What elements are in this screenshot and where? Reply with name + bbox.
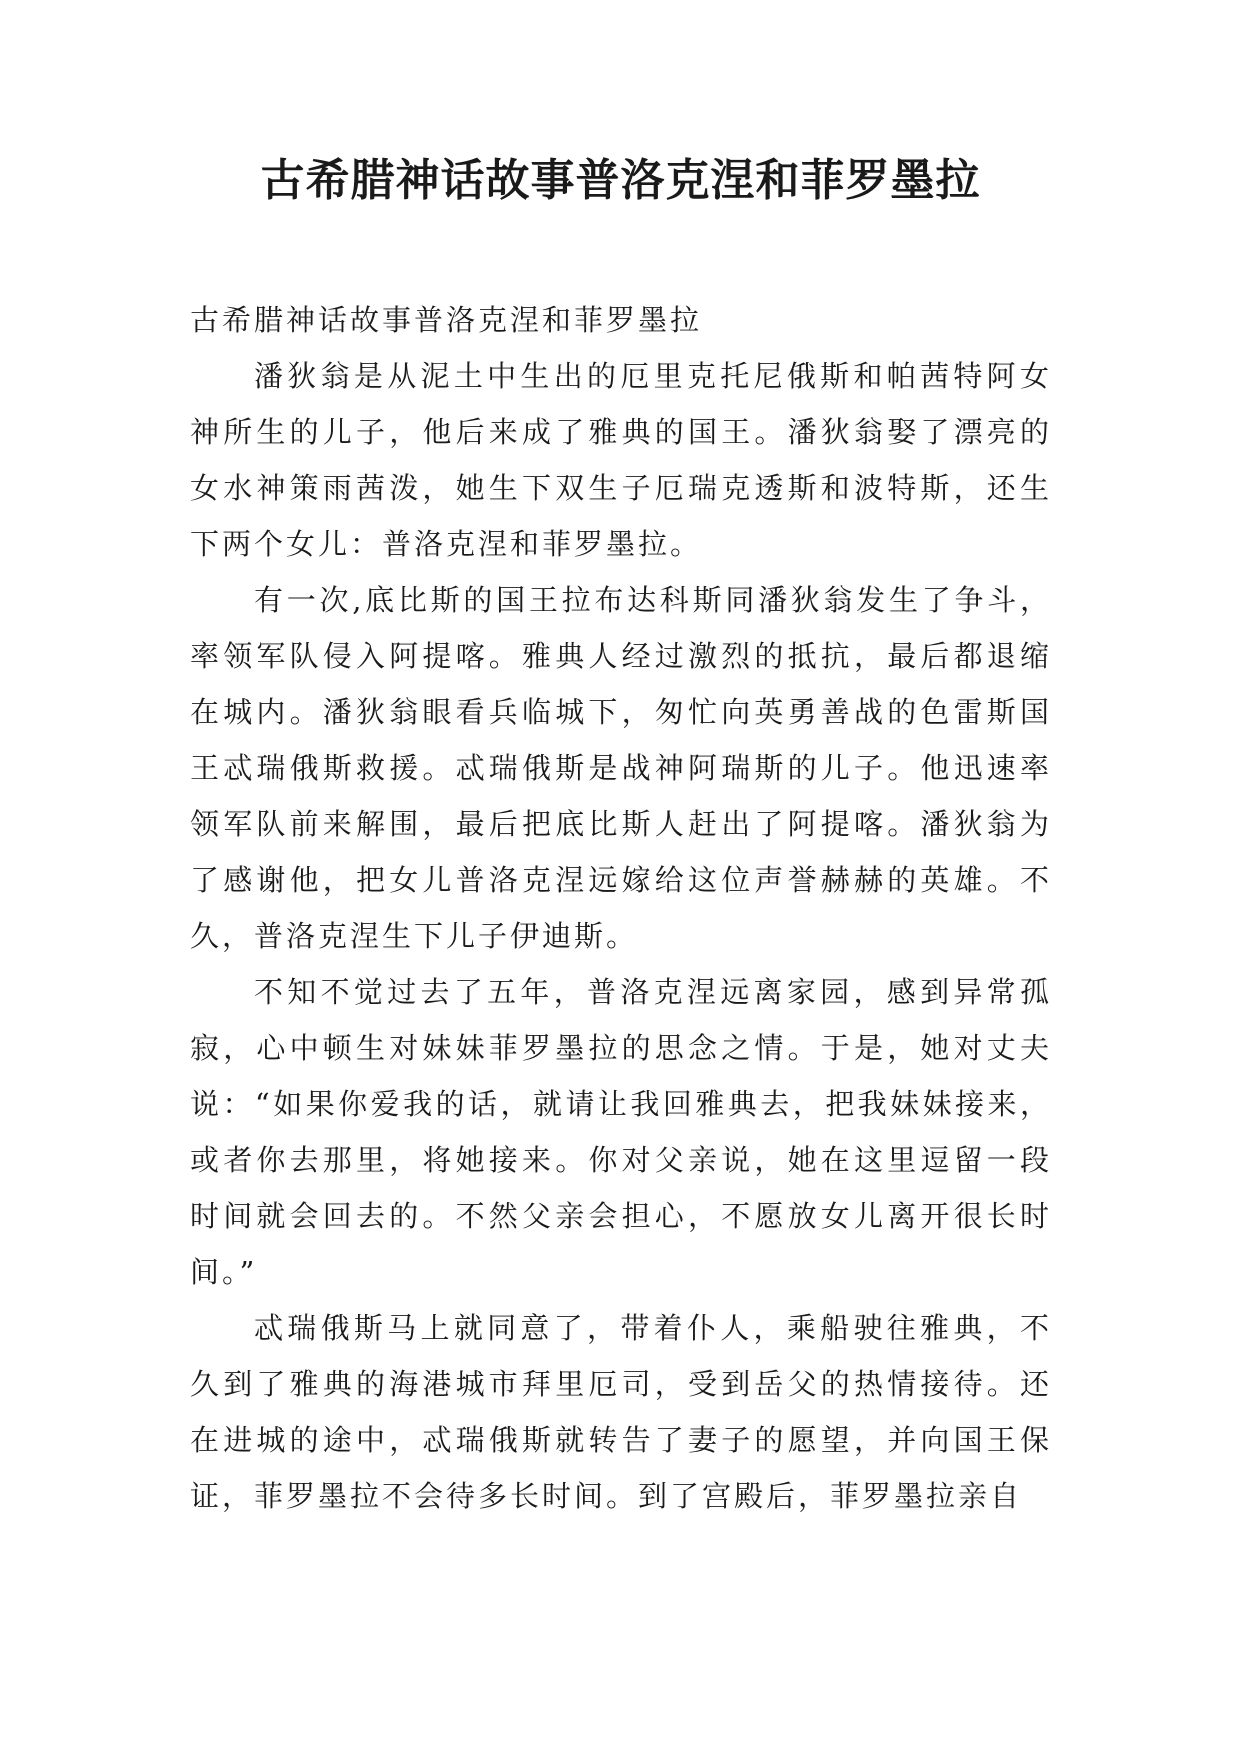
paragraph-4: 忒瑞俄斯马上就同意了，带着仆人，乘船驶往雅典，不久到了雅典的海港城市拜里厄司，受到岳父的热情接待。还在进城的途中，忒瑞俄斯就转告了妻子的愿望，并向国王保证，菲罗墨拉不会待多长时间。到了宫殿后，菲罗墨拉亲自 xyxy=(190,1311,1052,1513)
document-title: 古希腊神话故事普洛克涅和菲罗墨拉 xyxy=(260,155,981,206)
paragraph-3: 不知不觉过去了五年，普洛克涅远离家园，感到异常孤寂，心中顿生对妹妹菲罗墨拉的思念之情。于是，她对丈夫说：“如果你爱我的话，就请让我回雅典去，把我妹妹接来，或者你去那里，将她接来。你对父亲说，她在这里逗留一段时间就会回去的。不然父亲会担心，不愿放女儿离开很长时间。” xyxy=(190,975,1052,1289)
paragraph-2: 有一次,底比斯的国王拉布达科斯同潘狄翁发生了争斗，率领军队侵入阿提喀。雅典人经过激烈的抵抗，最后都退缩在城内。潘狄翁眼看兵临城下，匆忙向英勇善战的色雷斯国王忒瑞俄斯救援。忒瑞俄斯是战神阿瑞斯的儿子。他迅速率领军队前来解围，最后把底比斯人赶出了阿提喀。潘狄翁为了感谢他，把女儿普洛克涅远嫁给这位声誉赫赫的英雄。不久，普洛克涅生下儿子伊迪斯。 xyxy=(190,583,1052,953)
paragraph-1: 潘狄翁是从泥土中生出的厄里克托尼俄斯和帕茜特阿女神所生的儿子，他后来成了雅典的国王。潘狄翁娶了漂亮的女水神策雨茜泼，她生下双生子厄瑞克透斯和波特斯，还生下两个女儿：普洛克涅和菲罗墨拉。 xyxy=(190,359,1052,561)
document-body xyxy=(190,292,1052,1524)
document-subtitle: 古希腊神话故事普洛克涅和菲罗墨拉 xyxy=(190,303,703,337)
